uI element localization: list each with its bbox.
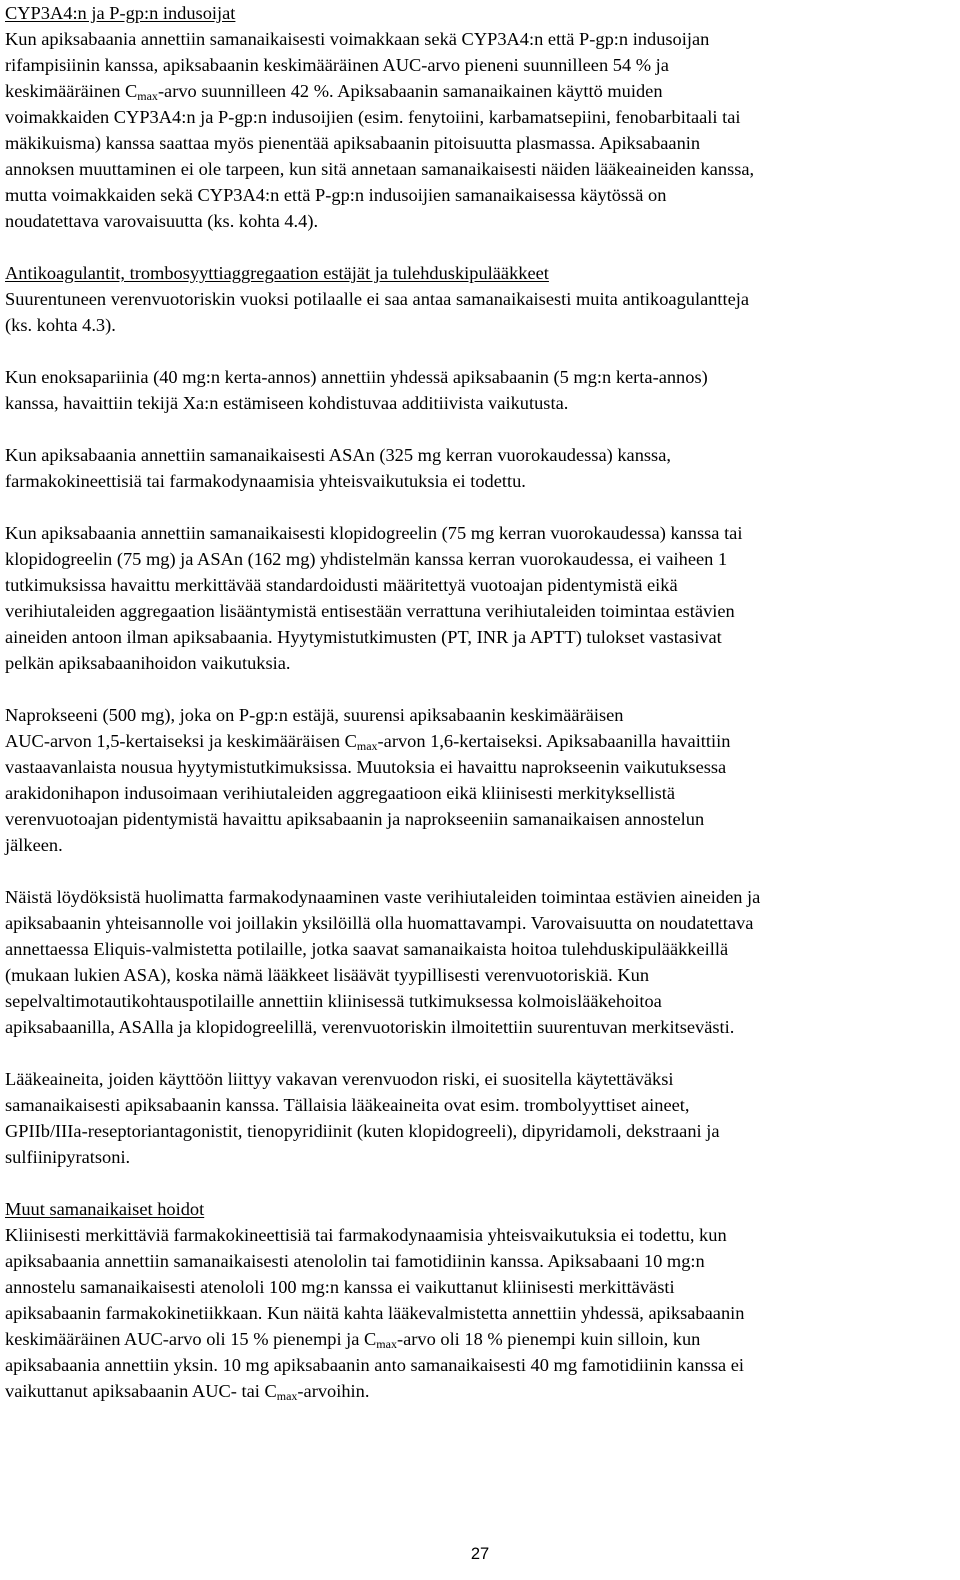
text-line: sulfiinipyratsoni. xyxy=(5,1147,131,1167)
text-line: apiksabaanilla, ASAlla ja klopidogreelillä, verenvuotoriskin ilmoitettiin suurentuvan merkitsevästi. xyxy=(5,1017,735,1037)
text-line: Kun apiksabaania annettiin samanaikaisesti ASAn (325 mg kerran vuorokaudessa) kanssa, xyxy=(5,445,671,465)
page-number: 27 xyxy=(470,1545,490,1563)
subscript: max xyxy=(356,739,378,753)
text-line: (ks. kohta 4.3). xyxy=(5,315,116,335)
text-line xyxy=(5,728,730,754)
text-line: arakidonihapon indusoimaan verihiutaleiden aggregaatioon eikä kliinisesti merkityksellistä xyxy=(5,783,676,803)
text-line: sepelvaltimotautikohtauspotilaille annettiin kliinisessä tutkimuksessa kolmoislääkehoitoa xyxy=(5,991,662,1011)
section-heading: CYP3A4:n ja P-gp:n indusoijat xyxy=(5,3,236,23)
text-line: Kun apiksabaania annettiin samanaikaisesti voimakkaan sekä CYP3A4:n että P-gp:n indusoijan xyxy=(5,29,710,49)
text-run: keskimääräinen C xyxy=(5,81,138,101)
text-line xyxy=(5,1378,369,1404)
text-run: -arvoihin. xyxy=(297,1381,370,1401)
text-line: (mukaan lukien ASA), koska nämä lääkkeet lisäävät tyypillisesti verenvuotoriskiä. Kun xyxy=(5,965,650,985)
text-line: samanaikaisesti apiksabaanin kanssa. Tällaisia lääkeaineita ovat esim. trombolyyttiset aineet, xyxy=(5,1095,690,1115)
text-line xyxy=(5,78,663,104)
text-line: apiksabaania annettiin yksin. 10 mg apiksabaanin anto samanaikaisesti 40 mg famotidiinin kanssa ei xyxy=(5,1355,745,1375)
text-line: mutta voimakkaiden sekä CYP3A4:n että P-gp:n indusoijien samanaikaisessa käytössä on xyxy=(5,185,667,205)
text-line: pelkän apiksabaanihoidon vaikutuksia. xyxy=(5,653,291,673)
text-line xyxy=(5,1326,700,1352)
subscript: max xyxy=(376,1337,397,1351)
text-line: annettaessa Eliquis-valmistetta potilaille, jotka saavat samanaikaista hoitoa tulehduskipulääkkeillä xyxy=(5,939,729,959)
subscript: max xyxy=(137,89,158,103)
text-line: vastaavanlaista nousua hyytymistutkimuksissa. Muutoksia ei havaittu naprokseenin vaikutuksessa xyxy=(5,757,727,777)
text-line: apiksabaanin farmakokinetiikkaan. Kun näitä kahta lääkevalmistetta annettiin yhdessä, apiksabaanin xyxy=(5,1303,745,1323)
text-line: apiksabaanin yhteisannolle voi joillakin yksilöillä olla huomattavampi. Varovaisuutta on noudatettava xyxy=(5,913,754,933)
text-line: Näistä löydöksistä huolimatta farmakodynaaminen vaste verihiutaleiden toimintaa estävien aineiden ja xyxy=(5,887,761,907)
text-run: -arvo suunnilleen 42 %. Apiksabaanin samanaikainen käyttö muiden xyxy=(157,81,663,101)
text-line: farmakokineettisiä tai farmakodynaamisia yhteisvaikutuksia ei todettu. xyxy=(5,471,526,491)
text-line: tutkimuksissa havaittu merkittävää standardoidusti määritettyä vuotoajan pidentymistä eikä xyxy=(5,575,678,595)
text-line: Kliinisesti merkittäviä farmakokineettisiä tai farmakodynaamisia yhteisvaikutuksia ei todettu, kun xyxy=(5,1225,727,1245)
text-run: -arvon 1,6-kertaiseksi. Apiksabaanilla havaittiin xyxy=(377,731,731,751)
text-run: -arvo oli 18 % pienempi kuin silloin, kun xyxy=(396,1329,701,1349)
section-heading: Muut samanaikaiset hoidot xyxy=(5,1199,205,1219)
text-run: vaikuttanut apiksabaanin AUC- tai C xyxy=(5,1381,277,1401)
text-line: rifampisiinin kanssa, apiksabaanin keskimääräinen AUC-arvo pieneni suunnilleen 54 % ja xyxy=(5,55,669,75)
section-heading: Antikoagulantit, trombosyyttiaggregaation estäjät ja tulehduskipulääkkeet xyxy=(5,263,549,283)
text-line: Suurentuneen verenvuotoriskin vuoksi potilaalle ei saa antaa samanaikaisesti muita antikoagulantteja xyxy=(5,289,750,309)
text-line: annoksen muuttaminen ei ole tarpeen, kun sitä annetaan samanaikaisesti näiden lääkeaineiden kanssa, xyxy=(5,159,755,179)
text-line: jälkeen. xyxy=(5,835,63,855)
text-run: keskimääräinen AUC-arvo oli 15 % pienempi ja C xyxy=(5,1329,377,1349)
text-line: Kun apiksabaania annettiin samanaikaisesti klopidogreelin (75 mg kerran vuorokaudessa) kanssa tai xyxy=(5,523,743,543)
text-line: GPIIb/IIIa-reseptoriantagonistit, tienopyridiinit (kuten klopidogreeli), dipyridamoli, dekstraani ja xyxy=(5,1121,720,1141)
text-line: kanssa, havaittiin tekijä Xa:n estämiseen kohdistuvaa additiivista vaikutusta. xyxy=(5,393,569,413)
text-run: AUC-arvon 1,5-kertaiseksi ja keskimääräisen C xyxy=(5,731,357,751)
text-line: Naprokseeni (500 mg), joka on P-gp:n estäjä, suurensi apiksabaanin keskimääräisen xyxy=(5,705,624,725)
text-line: aineiden antoon ilman apiksabaania. Hyytymistutkimusten (PT, INR ja APTT) tulokset vastasivat xyxy=(5,627,722,647)
text-line: mäkikuisma) kanssa saattaa myös pienentää apiksabaanin pitoisuutta plasmassa. Apiksabaanin xyxy=(5,133,701,153)
text-line: voimakkaiden CYP3A4:n ja P-gp:n indusoijien (esim. fenytoiini, karbamatsepiini, fenobarbitaali tai xyxy=(5,107,741,127)
text-line: klopidogreelin (75 mg) ja ASAn (162 mg) yhdistelmän kanssa kerran vuorokaudessa, ei vaiheen 1 xyxy=(5,549,728,569)
text-line: verenvuotoajan pidentymistä havaittu apiksabaanin ja naprokseeniin samanaikaisen annostelun xyxy=(5,809,705,829)
text-line: verihiutaleiden aggregaation lisääntymistä entisestään verrattuna verihiutaleiden toimintaa estävien xyxy=(5,601,735,621)
text-line: Lääkeaineita, joiden käyttöön liittyy vakavan verenvuodon riski, ei suositella käytettäväksi xyxy=(5,1069,674,1089)
text-line: annostelu samanaikaisesti atenololi 100 mg:n kanssa ei vaikuttanut kliinisesti merkittävästi xyxy=(5,1277,675,1297)
text-line: noudatettava varovaisuutta (ks. kohta 4.4). xyxy=(5,211,319,231)
subscript: max xyxy=(276,1389,298,1403)
text-line: Kun enoksapariinia (40 mg:n kerta-annos) annettiin yhdessä apiksabaanin (5 mg:n kerta-annos) xyxy=(5,367,708,387)
text-line: apiksabaania annettiin samanaikaisesti atenololin tai famotidiinin kanssa. Apiksabaani 10 mg:n xyxy=(5,1251,705,1271)
